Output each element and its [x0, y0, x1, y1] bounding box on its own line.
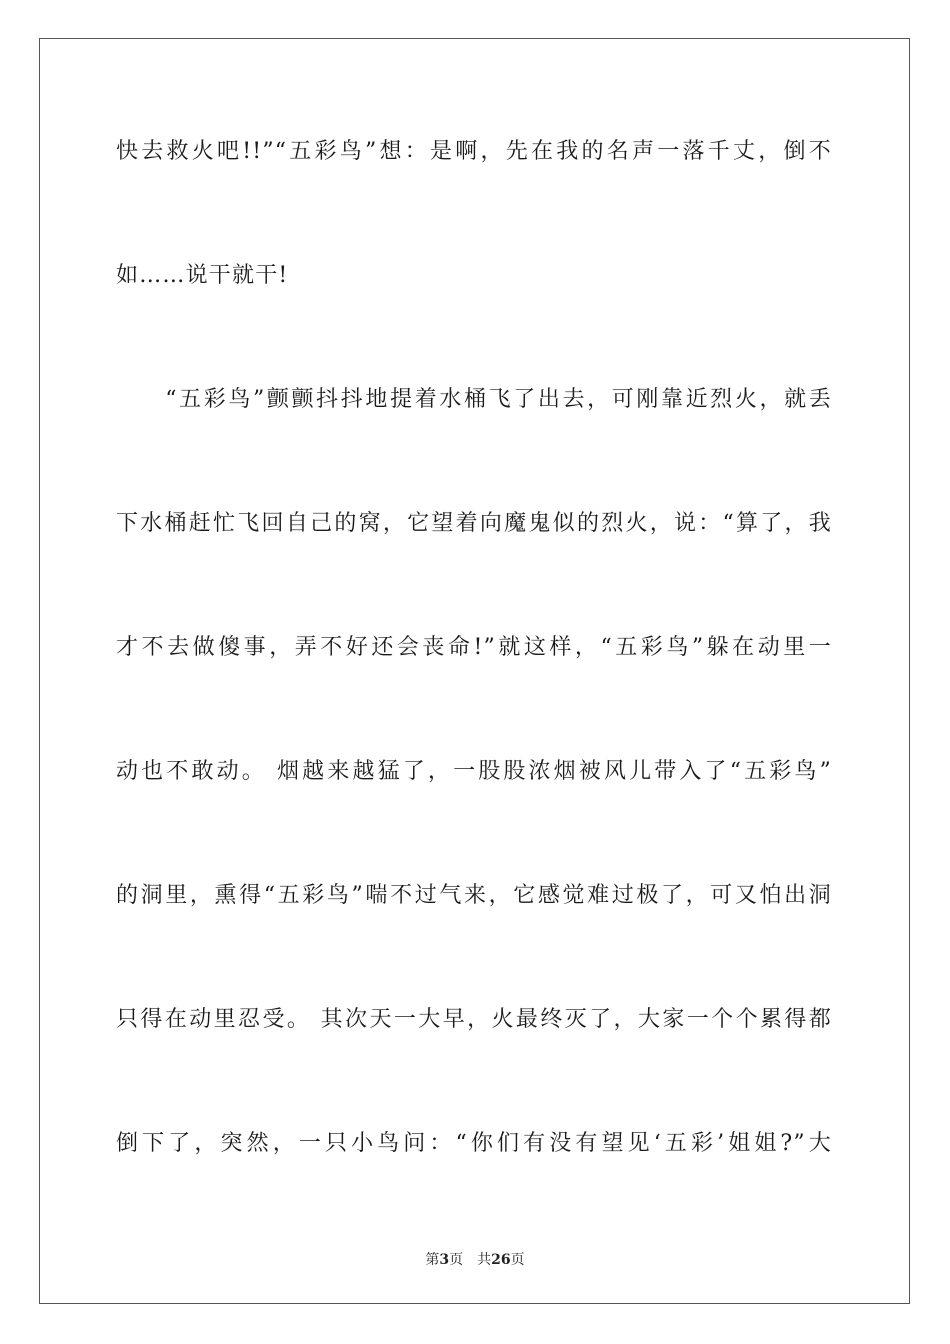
body-text-line-1: 快去救火吧!!”“五彩鸟”想：是啊，先在我的名声一落千丈，倒不: [116, 139, 832, 164]
body-text-line-9: 倒下了，突然，一只小鸟问：“你们有没有望见‘五彩’姐姐?”大: [116, 1131, 832, 1156]
footer-page-prefix: 第: [425, 1252, 440, 1268]
page-frame: [39, 38, 910, 1304]
body-text-line-4: 下水桶赶忙飞回自己的窝，它望着向魔鬼似的烈火，说：“算了，我: [116, 511, 832, 536]
footer-total-pages: 26: [491, 1252, 511, 1268]
body-text-line-3: “五彩鸟”颤颤抖抖地提着水桶飞了出去，可刚靠近烈火，就丢: [116, 387, 832, 412]
footer-total-suffix: 页: [510, 1252, 525, 1268]
body-text-line-8: 只得在动里忍受。 其次天一大早，火最终灭了，大家一个个累得都: [116, 1007, 832, 1032]
footer-page-number: 3: [439, 1252, 450, 1268]
body-text-line-5: 才不去做傻事，弄不好还会丧命!”就这样，“五彩鸟”躲在动里一: [116, 635, 832, 660]
body-text-line-7: 的洞里，熏得“五彩鸟”喘不过气来，它感觉难过极了，可又怕出洞: [116, 883, 832, 908]
footer-page-suffix: 页 共: [449, 1252, 492, 1268]
body-text-line-2: 如……说干就干!: [116, 263, 289, 288]
page-footer: [0, 1249, 950, 1269]
body-text-line-6: 动也不敢动。 烟越来越猛了，一股股浓烟被风儿带入了“五彩鸟”: [116, 759, 832, 784]
